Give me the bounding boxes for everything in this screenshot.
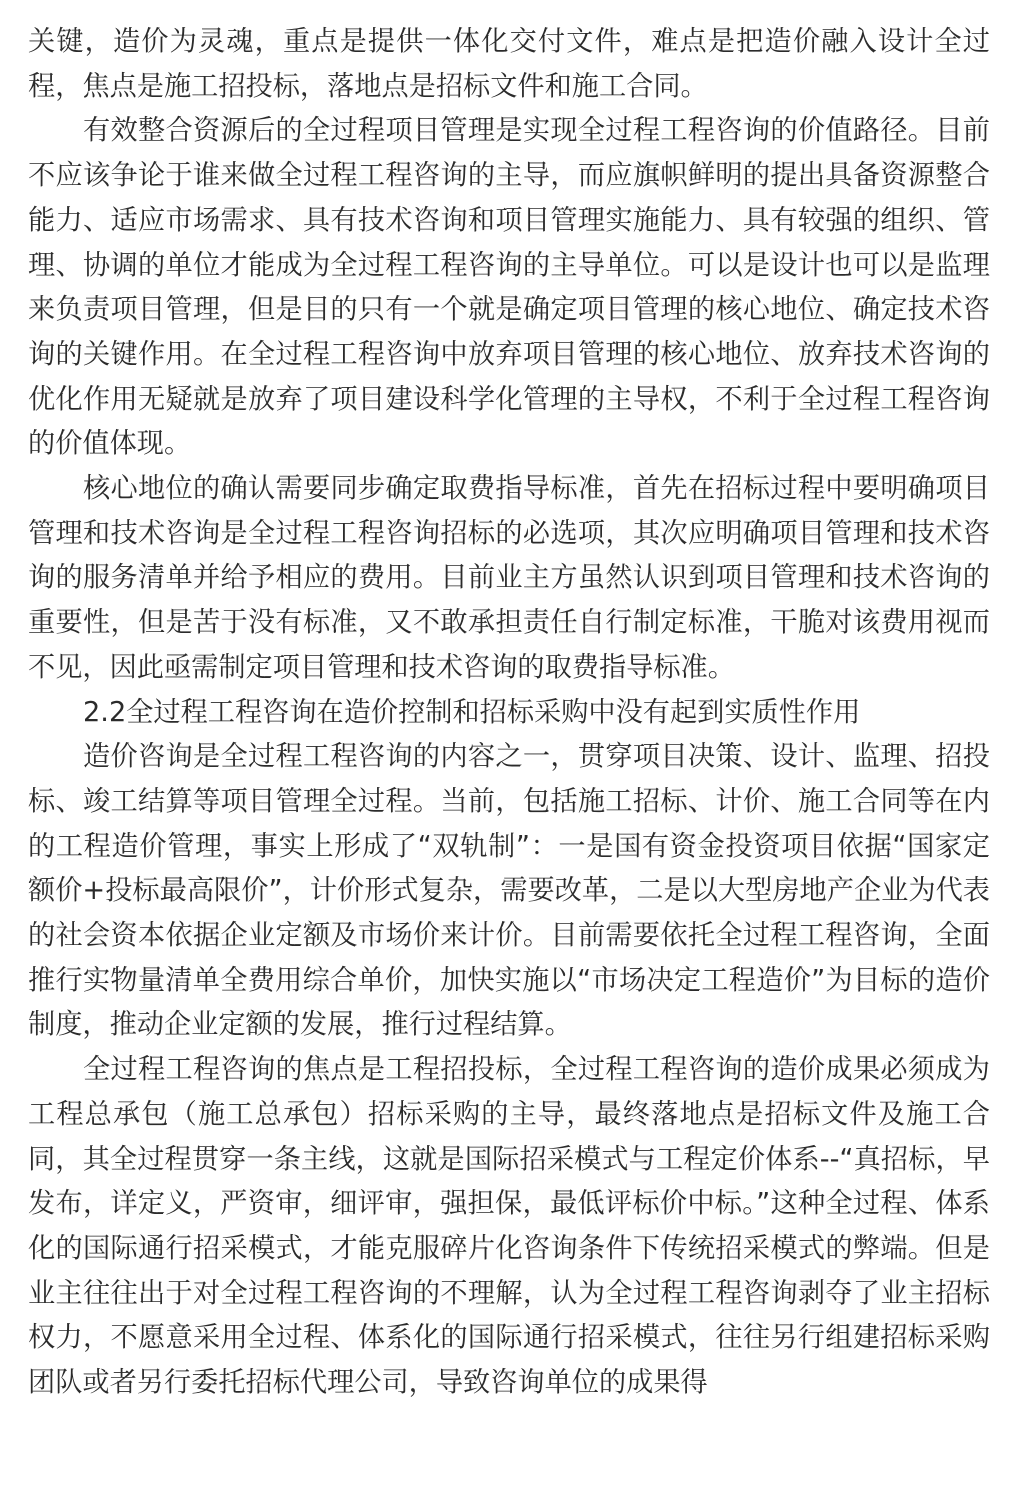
paragraph-bidding-focus: 全过程工程咨询的焦点是工程招投标，全过程工程咨询的造价成果必须成为工程总承包（施工总承包）招标采购的主导，最终落地点是招标文件及施工合同，其全过程贯穿一条主线，这就是国际招采模式与工程定价体系--“真招标，早发布，详定义，严资审，细评审，强担保，最低评标价中标。”这种全过程、体系化的国际通行招采模式，才能克服碎片化咨询条件下传统招采模式的弊端。但是业主往往出于对全过程工程咨询的不理解，认为全过程工程咨询剥夺了业主招标权力，不愿意采用全过程、体系化的国际通行招采模式，往往另行组建招标采购团队或者另行委托招标代理公司，导致咨询单位的成果得 xyxy=(28,1054,990,1399)
document-page xyxy=(28,20,990,1406)
paragraph-fee-standard: 核心地位的确认需要同步确定取费指导标准，首先在招标过程中要明确项目管理和技术咨询是全过程工程咨询招标的必选项，其次应明确项目管理和技术咨询的服务清单并给予相应的费用。目前业主方虽然认识到项目管理和技术咨询的重要性，但是苦于没有标准，又不敢承担责任自行制定标准，干脆对该费用视而不见，因此亟需制定项目管理和技术咨询的取费指导标准。 xyxy=(28,473,990,683)
paragraph-cost-consulting: 造价咨询是全过程工程咨询的内容之一，贯穿项目决策、设计、监理、招投标、竣工结算等项目管理全过程。当前，包括施工招标、计价、施工合同等在内的工程造价管理，事实上形成了“双轨制”：一是国有资金投资项目依据“国家定额价+投标最高限价”，计价形式复杂，需要改革，二是以大型房地产企业为代表的社会资本依据企业定额及市场价来计价。目前需要依托全过程工程咨询，全面推行实物量清单全费用综合单价，加快实施以“市场决定工程造价”为目标的造价制度，推动企业定额的发展，推行过程结算。 xyxy=(28,741,990,1041)
paragraph-project-management: 有效整合资源后的全过程项目管理是实现全过程工程咨询的价值路径。目前不应该争论于谁来做全过程工程咨询的主导，而应旗帜鲜明的提出具备资源整合能力、适应市场需求、具有技术咨询和项目管理实施能力、具有较强的组织、管理、协调的单位才能成为全过程工程咨询的主导单位。可以是设计也可以是监理来负责项目管理，但是目的只有一个就是确定项目管理的核心地位、确定技术咨询的关键作用。在全过程工程咨询中放弃项目管理的核心地位、放弃技术咨询的优化作用无疑就是放弃了项目建设科学化管理的主导权，不利于全过程工程咨询的价值体现。 xyxy=(28,115,990,460)
section-heading-2-2: 2.2全过程工程咨询在造价控制和招标采购中没有起到实质性作用 xyxy=(83,696,861,728)
paragraph-continuation: 关键，造价为灵魂，重点是提供一体化交付文件，难点是把造价融入设计全过程，焦点是施工招投标，落地点是招标文件和施工合同。 xyxy=(28,26,990,102)
